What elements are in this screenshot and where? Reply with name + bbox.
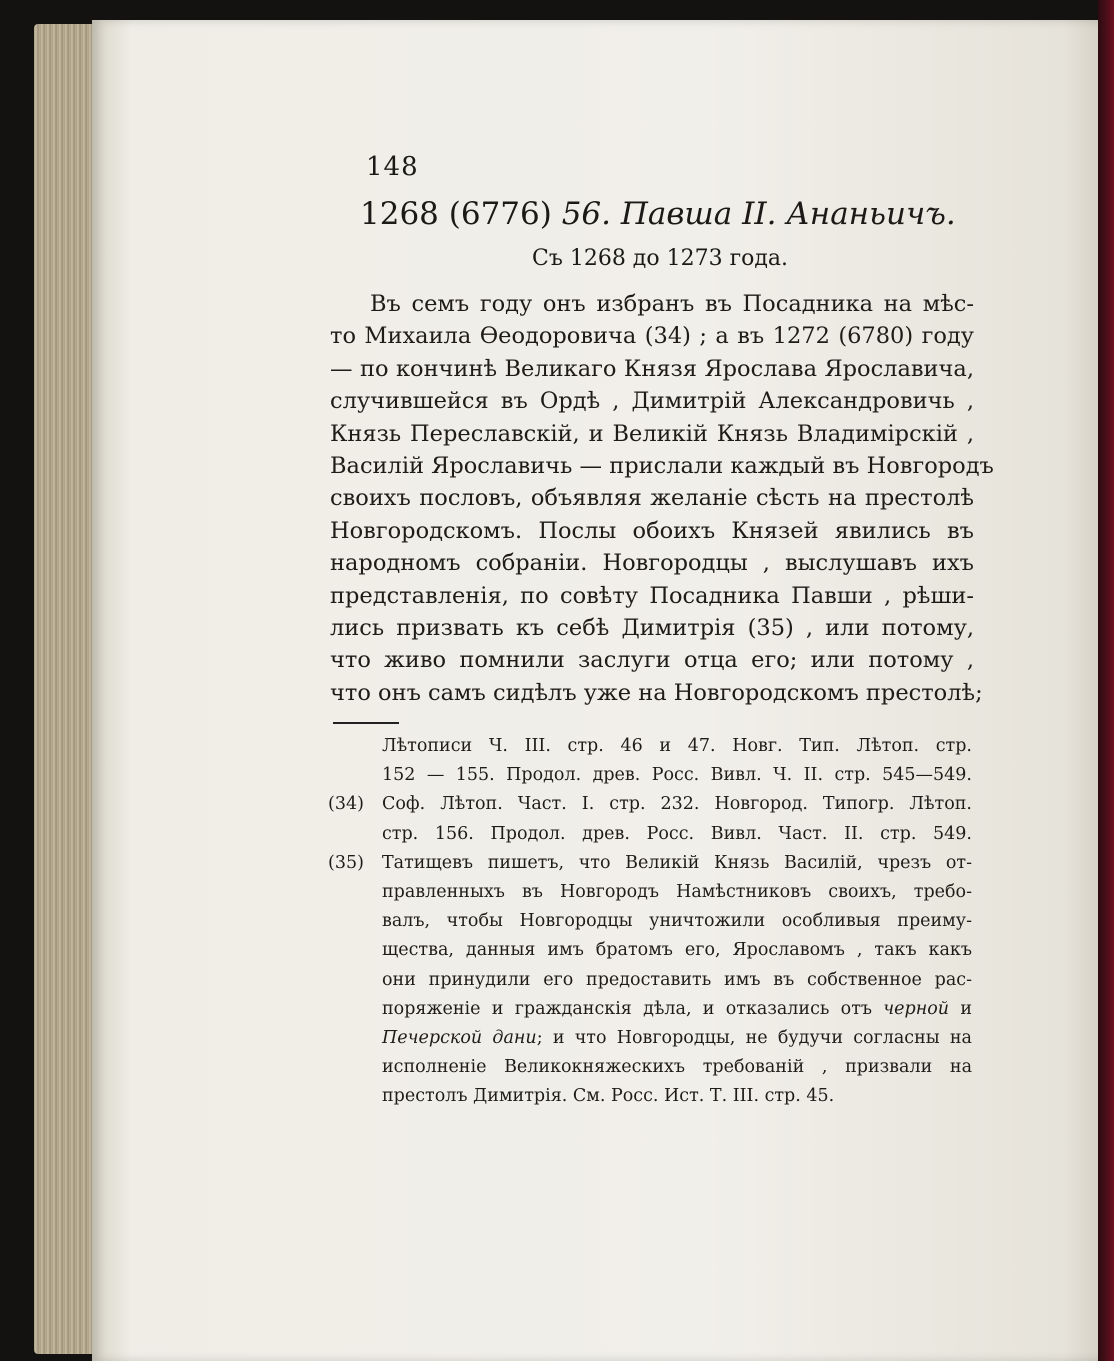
footnote-marker: (34) bbox=[328, 794, 364, 815]
footnote-text: Соф. Лѣтоп. Част. I. стр. 232. Новгород. Типогр. Лѣтоп. bbox=[382, 794, 972, 815]
body-line: Въ семъ году онъ избранъ въ Посадника на мѣс- bbox=[370, 291, 974, 317]
body-line: — по кончинѣ Великаго Князя Ярослава Ярославича, bbox=[330, 355, 974, 382]
footnote-line: валъ, чтобы Новгородцы уничтожили особливыя преиму- bbox=[382, 911, 972, 932]
heading-year: 1268 (6776) bbox=[360, 196, 552, 232]
chapter-heading bbox=[360, 196, 960, 232]
footnotes bbox=[328, 732, 972, 1111]
footnote-marker: (35) bbox=[328, 852, 364, 873]
footnote-text: Татищевъ пишетъ, что Великій Князь Василій, чрезъ от- bbox=[382, 852, 972, 873]
footnote-34 bbox=[328, 790, 972, 819]
footnote-line: 152 — 155. Продол. древ. Росс. Вивл. Ч. II. стр. 545—549. bbox=[382, 765, 972, 786]
body-line: представленія, по совѣту Посадника Павши , рѣши- bbox=[330, 582, 974, 609]
footnote-line: щества, данныя имъ братомъ его, Ярославомъ , такъ какъ bbox=[382, 940, 972, 961]
footnote-text: и bbox=[949, 998, 972, 1019]
body-text bbox=[330, 288, 994, 709]
subheading: Съ 1268 до 1273 года. bbox=[532, 246, 788, 271]
footnote-line: исполненіе Великокняжескихъ требованій , призвали на bbox=[382, 1057, 972, 1078]
footnote-italic: Печерской дани bbox=[382, 1027, 537, 1048]
body-line: Князь Переславскій, и Великій Князь Владимірскій , bbox=[330, 420, 974, 447]
footnote-line bbox=[328, 1024, 972, 1053]
footnote-line: они принудили его предоставить имъ въ собственное рас- bbox=[382, 969, 972, 990]
footnote-line: стр. 156. Продол. древ. Росс. Вивл. Част. II. стр. 549. bbox=[382, 823, 972, 844]
footnote-line: престолъ Димитрія. См. Росс. Ист. Т. III. стр. 45. bbox=[382, 1086, 835, 1107]
footnote-divider bbox=[333, 722, 399, 724]
body-line: что онъ самъ сидѣлъ уже на Новгородскомъ престолѣ; bbox=[330, 679, 983, 706]
footnote-text: поряженіе и гражданскія дѣла, и отказались отъ bbox=[382, 998, 884, 1019]
footnote-line: Лѣтописи Ч. III. стр. 46 и 47. Новг. Тип. Лѣтоп. стр. bbox=[382, 736, 972, 756]
footnote-text: ; и что Новгородцы, не будучи согласны на bbox=[536, 1027, 972, 1048]
body-line: Новгородскомъ. Послы обоихъ Князей явились въ bbox=[330, 517, 974, 544]
body-line: случившейся въ Ордѣ , Димитрій Александровичь , bbox=[330, 388, 974, 415]
body-line: что живо помнили заслуги отца его; или потому , bbox=[330, 647, 974, 674]
body-line: то Михаила Ѳеодоровича (34) ; а въ 1272 (6780) году bbox=[330, 323, 974, 350]
footnote-line bbox=[328, 995, 972, 1024]
page-number: 148 bbox=[366, 152, 419, 182]
body-line: Василій Ярославичь — прислали каждый въ Новгородъ bbox=[330, 452, 994, 479]
footnote-italic: черной bbox=[883, 998, 950, 1019]
body-line: народномъ собраніи. Новгородцы , выслушавъ ихъ bbox=[330, 550, 974, 577]
footnote-line: правленныхъ въ Новгородъ Намѣстниковъ своихъ, требо- bbox=[382, 881, 972, 902]
body-line: своихъ пословъ, объявляя желаніе сѣсть на престолѣ bbox=[330, 485, 974, 512]
footnote-35 bbox=[328, 849, 972, 878]
heading-name: 56. Павша II. Ананьичъ. bbox=[561, 196, 956, 232]
book-spine bbox=[1098, 0, 1114, 1361]
body-line: лись призвать къ себѣ Димитрія (35) , или потому, bbox=[330, 614, 974, 641]
